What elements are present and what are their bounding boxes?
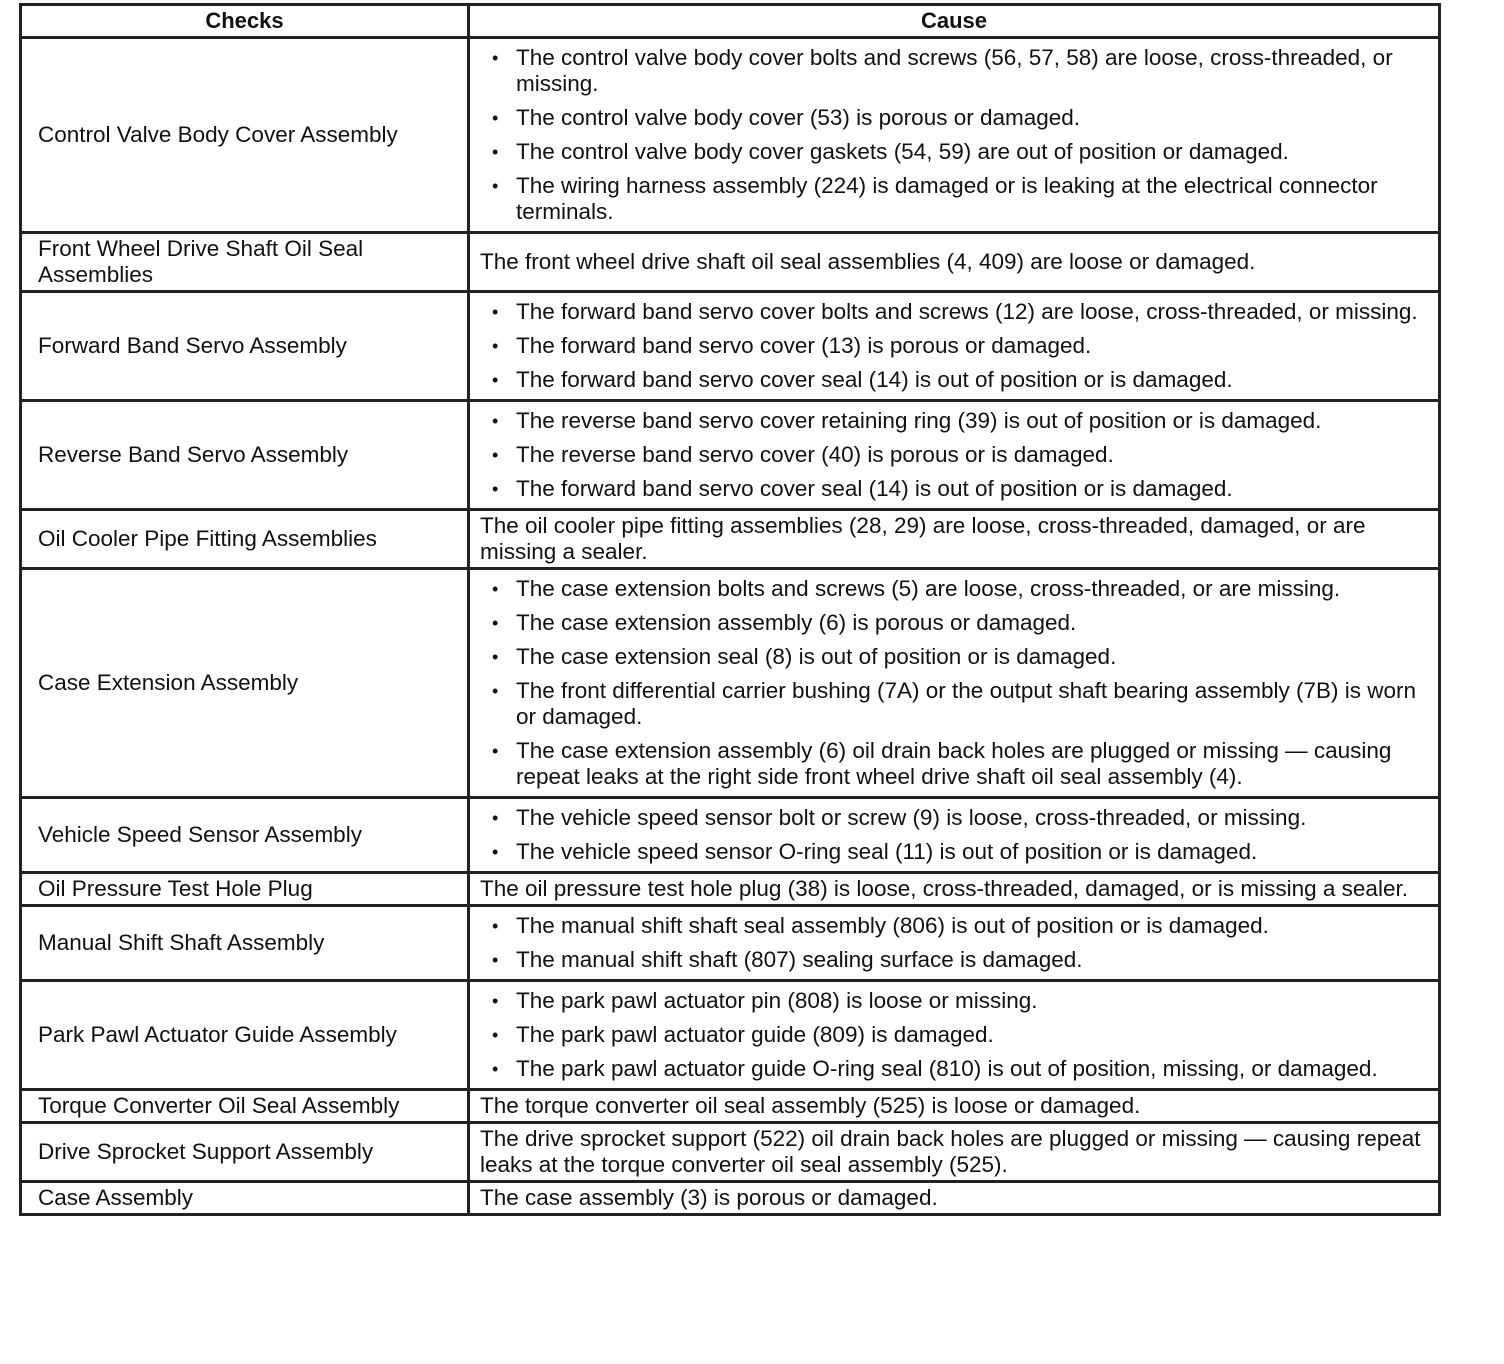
- cause-list-item: • The control valve body cover bolts and screws (56, 57, 58) are loose, cross-threaded, or missing.: [516, 45, 1428, 97]
- check-cell: Case Assembly: [21, 1182, 469, 1215]
- cause-list-item: • The front differential carrier bushing (7A) or the output shaft bearing assembly (7B) is worn or damaged.: [516, 678, 1428, 730]
- leak-checks-table: [19, 3, 1441, 1216]
- table-row: [21, 38, 1440, 233]
- cause-cell: The oil cooler pipe fitting assemblies (28, 29) are loose, cross-threaded, damaged, or are missing a sealer.: [469, 510, 1440, 569]
- cause-list-item: • The case extension assembly (6) is porous or damaged.: [516, 610, 1428, 636]
- table-row: [21, 906, 1440, 981]
- cause-cell: [469, 906, 1440, 981]
- cause-list: [480, 988, 1428, 1082]
- cause-cell: [469, 292, 1440, 401]
- cause-list-item: • The forward band servo cover bolts and screws (12) are loose, cross-threaded, or missing.: [516, 299, 1428, 325]
- table-body: [21, 38, 1440, 1215]
- cause-list: [480, 805, 1428, 865]
- check-cell: Torque Converter Oil Seal Assembly: [21, 1090, 469, 1123]
- cause-list-item: • The forward band servo cover (13) is porous or damaged.: [516, 333, 1428, 359]
- check-cell: Front Wheel Drive Shaft Oil Seal Assemblies: [21, 233, 469, 292]
- check-cell: Oil Cooler Pipe Fitting Assemblies: [21, 510, 469, 569]
- cause-list-item: • The control valve body cover gaskets (54, 59) are out of position or damaged.: [516, 139, 1428, 165]
- check-cell: Drive Sprocket Support Assembly: [21, 1123, 469, 1182]
- cause-list-item: • The vehicle speed sensor O-ring seal (11) is out of position or is damaged.: [516, 839, 1428, 865]
- cause-list: [480, 299, 1428, 393]
- cause-list-item: • The forward band servo cover seal (14) is out of position or is damaged.: [516, 476, 1428, 502]
- cause-column-header: Cause: [469, 5, 1440, 38]
- cause-cell: [469, 38, 1440, 233]
- check-cell: Oil Pressure Test Hole Plug: [21, 873, 469, 906]
- table-row: [21, 569, 1440, 798]
- header-row: [21, 5, 1440, 38]
- table-row: [21, 1090, 1440, 1123]
- table-row: [21, 292, 1440, 401]
- cause-cell: The drive sprocket support (522) oil drain back holes are plugged or missing — causing repeat leaks at the torque converter oil seal assembly (525).: [469, 1123, 1440, 1182]
- cause-list-item: • The reverse band servo cover retaining ring (39) is out of position or is damaged.: [516, 408, 1428, 434]
- cause-list: [480, 45, 1428, 225]
- cause-cell: The front wheel drive shaft oil seal assemblies (4, 409) are loose or damaged.: [469, 233, 1440, 292]
- check-cell: Reverse Band Servo Assembly: [21, 401, 469, 510]
- table-row: [21, 401, 1440, 510]
- cause-list: [480, 913, 1428, 973]
- cause-list-item: • The case extension bolts and screws (5) are loose, cross-threaded, or are missing.: [516, 576, 1428, 602]
- cause-list-item: • The manual shift shaft seal assembly (806) is out of position or is damaged.: [516, 913, 1428, 939]
- checks-column-header: Checks: [21, 5, 469, 38]
- table-row: [21, 1182, 1440, 1215]
- check-cell: Control Valve Body Cover Assembly: [21, 38, 469, 233]
- table-row: [21, 981, 1440, 1090]
- cause-cell: The case assembly (3) is porous or damaged.: [469, 1182, 1440, 1215]
- cause-cell: The oil pressure test hole plug (38) is loose, cross-threaded, damaged, or is missing a sealer.: [469, 873, 1440, 906]
- cause-list-item: • The park pawl actuator guide O-ring seal (810) is out of position, missing, or damaged.: [516, 1056, 1428, 1082]
- cause-list-item: • The vehicle speed sensor bolt or screw (9) is loose, cross-threaded, or missing.: [516, 805, 1428, 831]
- check-cell: Case Extension Assembly: [21, 569, 469, 798]
- table-row: [21, 798, 1440, 873]
- table-row: [21, 873, 1440, 906]
- cause-list: [480, 576, 1428, 790]
- check-cell: Vehicle Speed Sensor Assembly: [21, 798, 469, 873]
- cause-cell: The torque converter oil seal assembly (525) is loose or damaged.: [469, 1090, 1440, 1123]
- cause-cell: [469, 798, 1440, 873]
- table-row: [21, 510, 1440, 569]
- cause-list-item: • The reverse band servo cover (40) is porous or is damaged.: [516, 442, 1428, 468]
- cause-cell: [469, 981, 1440, 1090]
- cause-cell: [469, 401, 1440, 510]
- cause-cell: [469, 569, 1440, 798]
- check-cell: Forward Band Servo Assembly: [21, 292, 469, 401]
- cause-list-item: • The forward band servo cover seal (14) is out of position or is damaged.: [516, 367, 1428, 393]
- cause-list-item: • The park pawl actuator pin (808) is loose or missing.: [516, 988, 1428, 1014]
- check-cell: Manual Shift Shaft Assembly: [21, 906, 469, 981]
- table-row: [21, 233, 1440, 292]
- cause-list-item: • The manual shift shaft (807) sealing surface is damaged.: [516, 947, 1428, 973]
- cause-list-item: • The case extension seal (8) is out of position or is damaged.: [516, 644, 1428, 670]
- table-row: [21, 1123, 1440, 1182]
- cause-list: [480, 408, 1428, 502]
- cause-list-item: • The wiring harness assembly (224) is damaged or is leaking at the electrical connector terminals.: [516, 173, 1428, 225]
- cause-list-item: • The case extension assembly (6) oil drain back holes are plugged or missing — causing repeat leaks at the right side front wheel drive shaft oil seal assembly (4).: [516, 738, 1428, 790]
- cause-list-item: • The control valve body cover (53) is porous or damaged.: [516, 105, 1428, 131]
- cause-list-item: • The park pawl actuator guide (809) is damaged.: [516, 1022, 1428, 1048]
- check-cell: Park Pawl Actuator Guide Assembly: [21, 981, 469, 1090]
